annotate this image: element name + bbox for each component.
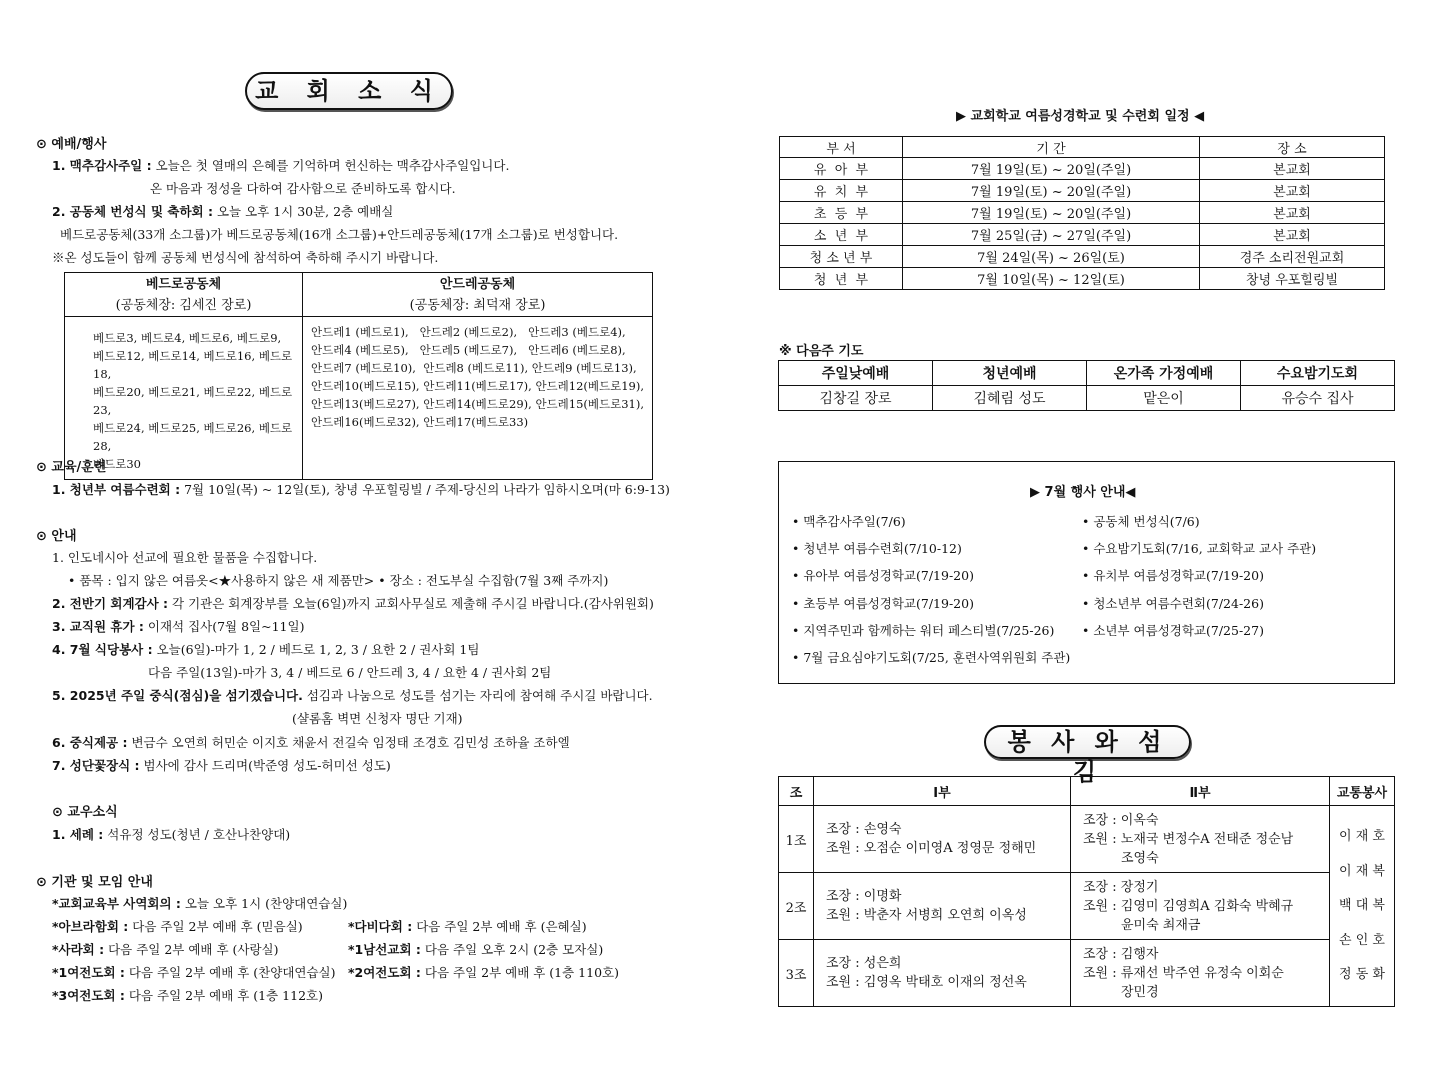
service-header-part2: Ⅱ부 — [1071, 777, 1330, 806]
peter-group-line: 베드로20, 베드로21, 베드로22, 베드로23, — [93, 385, 293, 417]
schedule-period: 7월 24일(목) ~ 26일(토) — [903, 246, 1200, 268]
traffic-name: 백 대 복 — [1339, 898, 1385, 913]
schedule-dept: 청 년 부 — [780, 268, 903, 290]
event-item: • 유아부 여름성경학교(7/19-20) — [792, 568, 974, 584]
service-group: 1조 — [779, 806, 814, 873]
service-p2-members: 조원 : 노재국 변정수A 전태준 정순남 — [1083, 831, 1294, 847]
prayer-header-cell: 청년예배 — [933, 361, 1087, 386]
schedule-dept: 유 아 부 — [780, 158, 903, 180]
meeting-7: *2여전도회 : 다음 주일 2부 예배 후 (1층 110호) — [348, 965, 619, 980]
member-news-header: ⊙ 교우소식 — [52, 805, 118, 820]
traffic-name: 이 재 호 — [1339, 829, 1385, 844]
andrew-header: 안드레공동체 (공동체장: 최덕재 장로) — [303, 273, 653, 317]
traffic-name: 손 인 호 — [1339, 932, 1385, 948]
andrew-group-line: 안드레4 (베드로5), 안드레5 (베드로7), 안드레6 (베드로8), — [311, 343, 626, 357]
schedule-caption: ▶ 교회학교 여름성경학교 및 수련회 일정 ◀ — [956, 109, 1205, 124]
schedule-place: 본교회 — [1200, 180, 1385, 202]
schedule-place: 본교회 — [1200, 202, 1385, 224]
notice-item-6: 6. 중식제공 : 변금수 오연희 허민순 이지호 채윤서 전길숙 임정태 조경호 김민성 조하율 조하엘 — [52, 735, 570, 750]
andrew-leader: (공동체장: 최덕재 장로) — [409, 297, 546, 313]
prayer-header-cell: 온가족 가정예배 — [1087, 361, 1241, 386]
service-group: 2조 — [779, 873, 814, 940]
schedule-period: 7월 19일(토) ~ 20일(주일) — [903, 202, 1200, 224]
andrew-group-line: 안드레1 (베드로1), 안드레2 (베드로2), 안드레3 (베드로4), — [311, 325, 626, 339]
service-p2-members: 조원 : 류재선 박주연 유정숙 이회순 — [1083, 965, 1284, 981]
notice-item-5: 5. 2025년 주일 중식(점심)을 섬기겠습니다. 섬김과 나눔으로 성도를 섬기는 자리에 참여해 주시길 바랍니다. — [52, 688, 653, 703]
schedule-header-place: 장 소 — [1200, 137, 1385, 158]
andrew-group-line: 안드레16(베드로32), 안드레17(베드로33) — [311, 415, 529, 429]
event-item: • 청년부 여름수련회(7/10-12) — [792, 541, 962, 557]
event-item: • 공동체 번성식(7/6) — [1082, 514, 1200, 529]
service-p2-lead: 조장 : 이옥숙 — [1083, 812, 1159, 828]
peter-group-line: 베드로30 — [93, 457, 141, 471]
peter-header: 베드로공동체 (공동체장: 김세진 장로) — [65, 273, 303, 317]
service-part1 — [814, 873, 1071, 940]
service-part2 — [1071, 806, 1330, 873]
service-p2-lead: 조장 : 김행자 — [1083, 946, 1159, 962]
prayer-name-cell: 김창길 장로 — [779, 386, 933, 411]
schedule-row — [780, 180, 1385, 202]
meeting-5: *1남선교회 : 다음 주일 오후 2시 (2층 모자실) — [348, 942, 604, 957]
schedule-place: 본교회 — [1200, 224, 1385, 246]
service-part1 — [814, 940, 1071, 1007]
service-header-group: 조 — [779, 777, 814, 806]
event-item: • 청소년부 여름수련회(7/24-26) — [1082, 595, 1264, 611]
prayer-table — [778, 360, 1395, 411]
service-p2-members-cont: 윤미숙 최재금 — [1121, 917, 1201, 933]
event-item: • 7월 금요심야기도회(7/25, 훈련사역위원회 주관) — [792, 650, 1071, 665]
prayer-name-cell: 맡은이 — [1087, 386, 1241, 411]
service-p2-members: 조원 : 김영미 김영희A 김화숙 박혜규 — [1083, 898, 1294, 914]
schedule-row — [780, 246, 1385, 268]
schedule-period: 7월 10일(목) ~ 12일(토) — [903, 268, 1200, 290]
meeting-4: *사라회 : 다음 주일 2부 예배 후 (사랑실) — [52, 942, 279, 957]
peter-group-line: 베드로12, 베드로14, 베드로16, 베드로18, — [93, 349, 293, 381]
notice-item-7: 7. 성단꽃장식 : 범사에 감사 드리며(박준영 성도-허미선 성도) — [52, 758, 391, 773]
prayer-name-cell: 유승수 집사 — [1241, 386, 1395, 411]
event-item: • 지역주민과 함께하는 워터 페스티벌(7/25-26) — [792, 622, 1055, 638]
worship-item-1-cont: 온 마음과 정성을 다하여 감사함으로 준비하도록 합시다. — [150, 181, 456, 196]
service-p2-members-cont: 장민경 — [1121, 984, 1159, 1000]
notice-item-1-sub: • 품목 : 입지 않은 여름옷<★사용하지 않은 새 제품만> • 장소 : 전도부실 수집함(7월 3째 주까지) — [68, 573, 609, 588]
education-item-1: 1. 청년부 여름수련회 : 7월 10일(목) ~ 12일(토), 창녕 우포힐링빌 / 주제-당신의 나라가 임하시오며(마 6:9-13) — [52, 482, 670, 497]
service-part2 — [1071, 940, 1330, 1007]
event-item: • 맥추감사주일(7/6) — [792, 514, 906, 529]
andrew-groups — [303, 317, 653, 480]
schedule-dept: 소 년 부 — [780, 224, 903, 246]
schedule-period: 7월 19일(토) ~ 20일(주일) — [903, 180, 1200, 202]
service-header-part1: Ⅰ부 — [814, 777, 1071, 806]
schedule-period: 7월 25일(금) ~ 27일(주일) — [903, 224, 1200, 246]
worship-item-2: 2. 공동체 번성식 및 축하회 : 오늘 오후 1시 30분, 2층 예배실 — [52, 204, 394, 219]
notice-item-4-cont: 다음 주일(13일)-마가 3, 4 / 베드로 6 / 안드레 3, 4 / 요한 4 / 권사회 2팀 — [148, 665, 552, 680]
schedule-header-dept: 부 서 — [780, 137, 903, 158]
schedule-place: 본교회 — [1200, 158, 1385, 180]
schedule-header-period: 기 간 — [903, 137, 1200, 158]
member-news-item-1: 1. 세례 : 석유정 성도(청년 / 호산나찬양대) — [52, 827, 291, 842]
service-p2-members-cont: 조영숙 — [1121, 850, 1159, 866]
worship-item-2-cont: 베드로공동체(33개 소그룹)가 베드로공동체(16개 소그룹)+안드레공동체(17개 소그룹)로 번성합니다. — [60, 227, 619, 242]
schedule-row — [780, 224, 1385, 246]
service-row — [779, 806, 1395, 873]
schedule-table — [779, 136, 1385, 290]
schedule-place: 창녕 우포힐링빌 — [1200, 268, 1385, 290]
community-table — [64, 272, 653, 480]
event-item: • 유치부 여름성경학교(7/19-20) — [1082, 568, 1264, 584]
schedule-row — [780, 158, 1385, 180]
peter-group-line: 베드로3, 베드로4, 베드로6, 베드로9, — [93, 331, 282, 345]
meeting-3: *다비다회 : 다음 주일 2부 예배 후 (은혜실) — [348, 919, 587, 934]
service-table — [778, 776, 1395, 1007]
andrew-group-line: 안드레7 (베드로10), 안드레8 (베드로11), 안드레9 (베드로13), — [311, 361, 637, 375]
events-caption: ▶ 7월 행사 안내◀ — [1030, 485, 1136, 500]
schedule-row — [780, 202, 1385, 224]
schedule-dept: 유 치 부 — [780, 180, 903, 202]
service-traffic — [1330, 806, 1395, 1007]
service-p1-lead: 조장 : 손영숙 — [826, 822, 902, 837]
traffic-name: 정 동 화 — [1339, 967, 1385, 982]
prayer-header-cell: 수요밤기도회 — [1241, 361, 1395, 386]
prayer-header: ※ 다음주 기도 — [779, 344, 864, 359]
worship-header: ⊙ 예배/행사 — [36, 137, 107, 152]
notice-item-3: 3. 교직원 휴가 : 이재석 집사(7월 8일~11일) — [52, 619, 305, 634]
event-item: • 초등부 여름성경학교(7/19-20) — [792, 595, 974, 611]
schedule-dept: 청 소 년 부 — [780, 246, 903, 268]
traffic-name: 이 재 복 — [1339, 863, 1385, 879]
service-p1-members: 조원 : 김영옥 박태호 이재의 정선옥 — [826, 975, 1027, 990]
service-p1-members: 조원 : 오점순 이미영A 정영문 정해민 — [826, 841, 1037, 856]
service-p1-lead: 조장 : 이명화 — [826, 889, 902, 904]
event-item: • 수요밤기도회(7/16, 교회학교 교사 주관) — [1082, 541, 1317, 557]
andrew-group-line: 안드레10(베드로15), 안드레11(베드로17), 안드레12(베드로19), — [311, 379, 644, 393]
notice-item-5-cont: (샬롬홈 벽면 신청자 명단 기재) — [292, 711, 463, 726]
service-part2 — [1071, 873, 1330, 940]
service-group: 3조 — [779, 940, 814, 1007]
service-p1-lead: 조장 : 성은희 — [826, 956, 902, 971]
worship-item-2-note: ※온 성도들이 함께 공동체 번성식에 참석하여 축하해 주시기 바랍니다. — [52, 250, 439, 265]
service-title: 봉 사 와 섬 김 — [984, 725, 1191, 759]
peter-group-line: 베드로24, 베드로25, 베드로26, 베드로28, — [93, 421, 293, 453]
meeting-8: *3여전도회 : 다음 주일 2부 예배 후 (1층 112호) — [52, 988, 323, 1003]
notice-item-4: 4. 7월 식당봉사 : 오늘(6일)-마가 1, 2 / 베드로 1, 2, 3 / 요한 2 / 권사회 1팀 — [52, 642, 480, 657]
schedule-place: 경주 소리전원교회 — [1200, 246, 1385, 268]
notice-header: ⊙ 안내 — [36, 529, 77, 544]
education-header: ⊙ 교육/훈련 — [36, 460, 107, 475]
notice-item-1: 1. 인도네시아 선교에 필요한 물품을 수집합니다. — [52, 550, 318, 565]
schedule-row — [780, 268, 1385, 290]
schedule-period: 7월 19일(토) ~ 20일(주일) — [903, 158, 1200, 180]
meeting-6: *1여전도회 : 다음 주일 2부 예배 후 (찬양대연습실) — [52, 965, 336, 980]
event-item: • 소년부 여름성경학교(7/25-27) — [1082, 622, 1264, 638]
meeting-1: *교회교육부 사역회의 : 오늘 오후 1시 (찬양대연습실) — [52, 896, 348, 911]
service-header-traffic: 교통봉사 — [1330, 777, 1395, 806]
andrew-group-line: 안드레13(베드로27), 안드레14(베드로29), 안드레15(베드로31), — [311, 397, 644, 411]
schedule-dept: 초 등 부 — [780, 202, 903, 224]
prayer-header-cell: 주일낮예배 — [779, 361, 933, 386]
meetings-header: ⊙ 기관 및 모임 안내 — [36, 875, 153, 890]
left-page-title: 교 회 소 식 — [245, 72, 453, 110]
service-row — [779, 940, 1395, 1007]
service-p2-lead: 조장 : 장정기 — [1083, 879, 1159, 895]
meeting-2: *아브라함회 : 다음 주일 2부 예배 후 (믿음실) — [52, 919, 303, 934]
worship-item-1: 1. 맥추감사주일 : 오늘은 첫 열매의 은혜를 기억하며 헌신하는 맥추감사주일입니다. — [52, 158, 510, 173]
prayer-name-cell: 김혜림 성도 — [933, 386, 1087, 411]
notice-item-2: 2. 전반기 회계감사 : 각 기관은 회계장부를 오늘(6일)까지 교회사무실로 제출해 주시길 바랍니다.(감사위원회) — [52, 596, 654, 611]
service-part1 — [814, 806, 1071, 873]
service-row — [779, 873, 1395, 940]
service-p1-members: 조원 : 박춘자 서병희 오연희 이옥성 — [826, 908, 1027, 923]
